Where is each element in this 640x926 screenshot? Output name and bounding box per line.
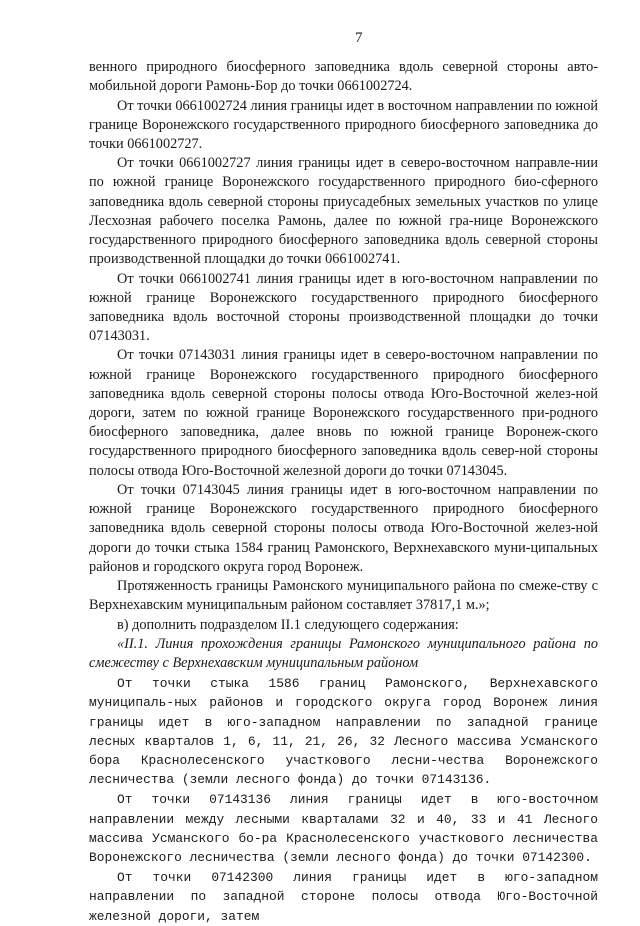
paragraph-2: От точки 0661002724 линия границы идет в восточном направлении по южной границе Воронежского государственного природного биосферного заповедника до точки 0661002727. xyxy=(89,97,598,152)
paragraph-1: венного природного биосферного заповедника вдоль северной стороны авто-мобильной дороги Рамонь-Бор до точки 0661002724. xyxy=(89,59,598,95)
paragraph-3: От точки 0661002727 линия границы идет в северо-восточном направле-нии по южной границе Воронежского государственного природного био-сферного заповедника вдоль северной стороны приусадебных земельных участков по улице Лесхозная рабочего поселка Рамонь, далее по южной гра-нице Воронежского государственного природного биосферного заповедника вдоль северной стороны производственной площадки до точки 0661002741. xyxy=(89,155,598,268)
paragraph-8: в) дополнить подразделом II.1 следующего содержания: xyxy=(117,616,459,633)
paragraph-5: От точки 07143031 линия границы идет в северо-восточном направлении по южной границе Воронежского государственного природного биосферного заповедника вдоль северной стороны полосы отвода Юго-Восточной желез-ной дороги, затем по южной границе Воронежского государственного при-родного биосферного заповедника, далее вновь по южной границе Воронеж-ского государственного природного биосферного заповедника вдоль север-ной стороны полосы отвода Юго-Восточной железной дороги до точки 07143045. xyxy=(89,347,598,479)
paragraph-6: От точки 07143045 линия границы идет в юго-восточном направлении по южной границе Воронежского государственного природного биосферного заповедника вдоль северной стороны полосы отвода Юго-Восточной желез-ной дороги до точки стыка 1584 границ Рамонского, Верхнехавского муни-ципальных районов и городского округа город Воронеж. xyxy=(89,481,598,575)
page-number: 7 xyxy=(355,30,363,46)
paragraph-11: От точки 07142300 линия границы идет в юго-западном направлении по западной стороне полосы отвода Юго-Восточной железной дороги, затем xyxy=(89,870,598,924)
paragraph-10: От точки 07143136 линия границы идет в юго-восточном направлении между лесными кварталами 32 и 40, 33 и 41 Лесного массива Усманского бо-ра Краснолесенского участкового лесничества Воронежского лесничества (земли лесного фонда) до точки 07142300. xyxy=(89,792,598,866)
subsection-heading: «II.1. Линия прохождения границы Рамонского муниципального района по смежеству с Верхнехавским муниципальным районом xyxy=(89,635,598,672)
document-body xyxy=(89,58,598,926)
paragraph-9: От точки стыка 1586 границ Рамонского, Верхнехавского муниципаль-ных районов и городского округа город Воронеж линия границы идет в юго-западном направлении по западной границе лесных кварталов 1, 6, 11, 21, 26, 32 Лесного массива Усманского бора Краснолесенского участкового лесни-чества Воронежского лесничества (земли лесного фонда) до точки 07143136. xyxy=(89,676,598,788)
paragraph-4: От точки 0661002741 линия границы идет в юго-восточном направлении по южной границе Воронежского государственного природного биосферного заповедника вдоль восточной стороны производственной площадки до точки 07143031. xyxy=(89,270,598,345)
paragraph-7: Протяженность границы Рамонского муниципального района по смеже-ству с Верхнехавским муниципальным районом составляет 37817,1 м.»; xyxy=(89,578,598,614)
